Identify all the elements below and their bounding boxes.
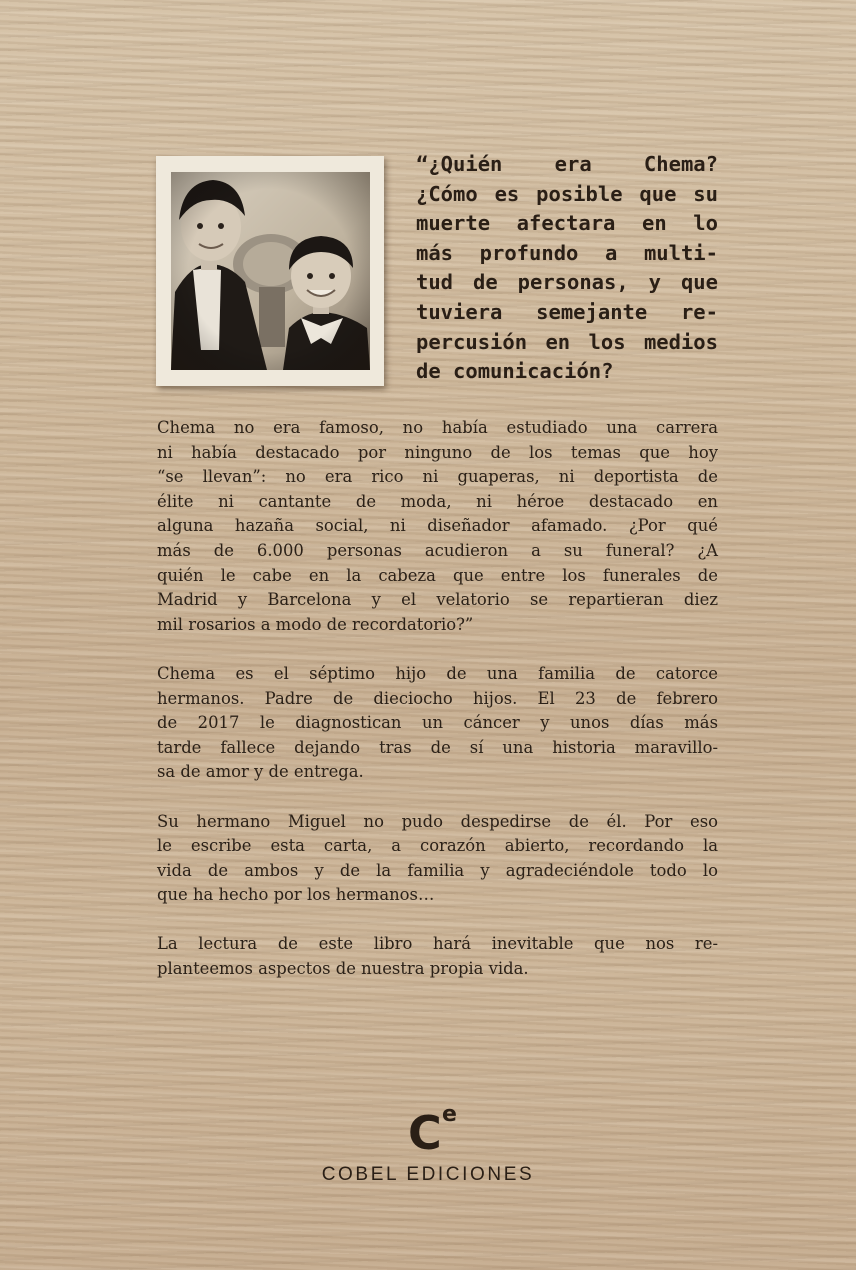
text-line: que ha hecho por los hermanos… xyxy=(157,885,435,905)
text-line: alguna hazaña social, ni diseñador afamado. ¿Por qué xyxy=(157,516,718,536)
quote-line: muerte afectara en lo xyxy=(416,211,718,236)
publisher-name: COBEL EDICIONES xyxy=(321,1164,535,1185)
quote-line: de comunicación? xyxy=(416,359,614,384)
synopsis xyxy=(157,416,718,1006)
quote-line: percusión en los medios xyxy=(416,329,718,354)
vintage-photo-two-boys xyxy=(171,172,370,370)
text-line: más de 6.000 personas acudieron a su funeral? ¿A xyxy=(157,540,718,560)
text-line: Madrid y Barcelona y el velatorio se repartieran diez xyxy=(157,590,718,610)
text-line: Chema es el séptimo hijo de una familia de catorce xyxy=(157,663,718,683)
text-line: tarde fallece dejando tras de sí una historia maravillo- xyxy=(157,737,718,757)
text-line: mil rosarios a modo de recordatorio?” xyxy=(157,614,474,634)
pull-quote xyxy=(416,150,718,387)
quote-line: tud de personas, y que xyxy=(416,270,718,295)
publisher-logo xyxy=(300,1102,556,1188)
text-line: ni había destacado por ninguno de los temas que hoy xyxy=(157,442,718,462)
text-line: planteemos aspectos de nuestra propia vida. xyxy=(157,959,529,979)
quote-line: tuviera semejante re- xyxy=(416,299,718,324)
synopsis-paragraph-1 xyxy=(157,416,718,637)
synopsis-paragraph-2 xyxy=(157,662,718,785)
text-line: vida de ambos y de la familia y agradeciéndole todo lo xyxy=(157,860,718,880)
quote-line: “¿Quién era Chema? xyxy=(416,152,718,176)
logo-letter-c: C xyxy=(408,1106,442,1160)
text-line: “se llevan”: no era rico ni guaperas, ni deportista de xyxy=(157,467,718,487)
text-line: sa de amor y de entrega. xyxy=(157,762,364,782)
text-line: de 2017 le diagnostican un cáncer y unos días más xyxy=(157,713,718,733)
text-line: Su hermano Miguel no pudo despedirse de él. Por eso xyxy=(157,811,718,831)
text-line: La lectura de este libro hará inevitable que nos re- xyxy=(157,934,718,954)
quote-line: ¿Cómo es posible que su xyxy=(416,181,718,206)
synopsis-paragraph-3 xyxy=(157,810,718,908)
text-line: quién le cabe en la cabeza que entre los funerales de xyxy=(157,565,718,585)
polaroid-photo-frame xyxy=(156,156,384,386)
quote-line: más profundo a multi- xyxy=(416,240,718,265)
synopsis-paragraph-4 xyxy=(157,932,718,981)
text-line: le escribe esta carta, a corazón abierto, recordando la xyxy=(157,836,718,856)
text-line: hermanos. Padre de dieciocho hijos. El 23 de febrero xyxy=(157,688,718,708)
logo-superscript-e: e xyxy=(442,1102,457,1127)
text-line: Chema no era famoso, no había estudiado una carrera xyxy=(157,418,718,437)
publisher-logo-mark xyxy=(300,1102,556,1160)
text-line: élite ni cantante de moda, ni héroe destacado en xyxy=(157,491,718,511)
